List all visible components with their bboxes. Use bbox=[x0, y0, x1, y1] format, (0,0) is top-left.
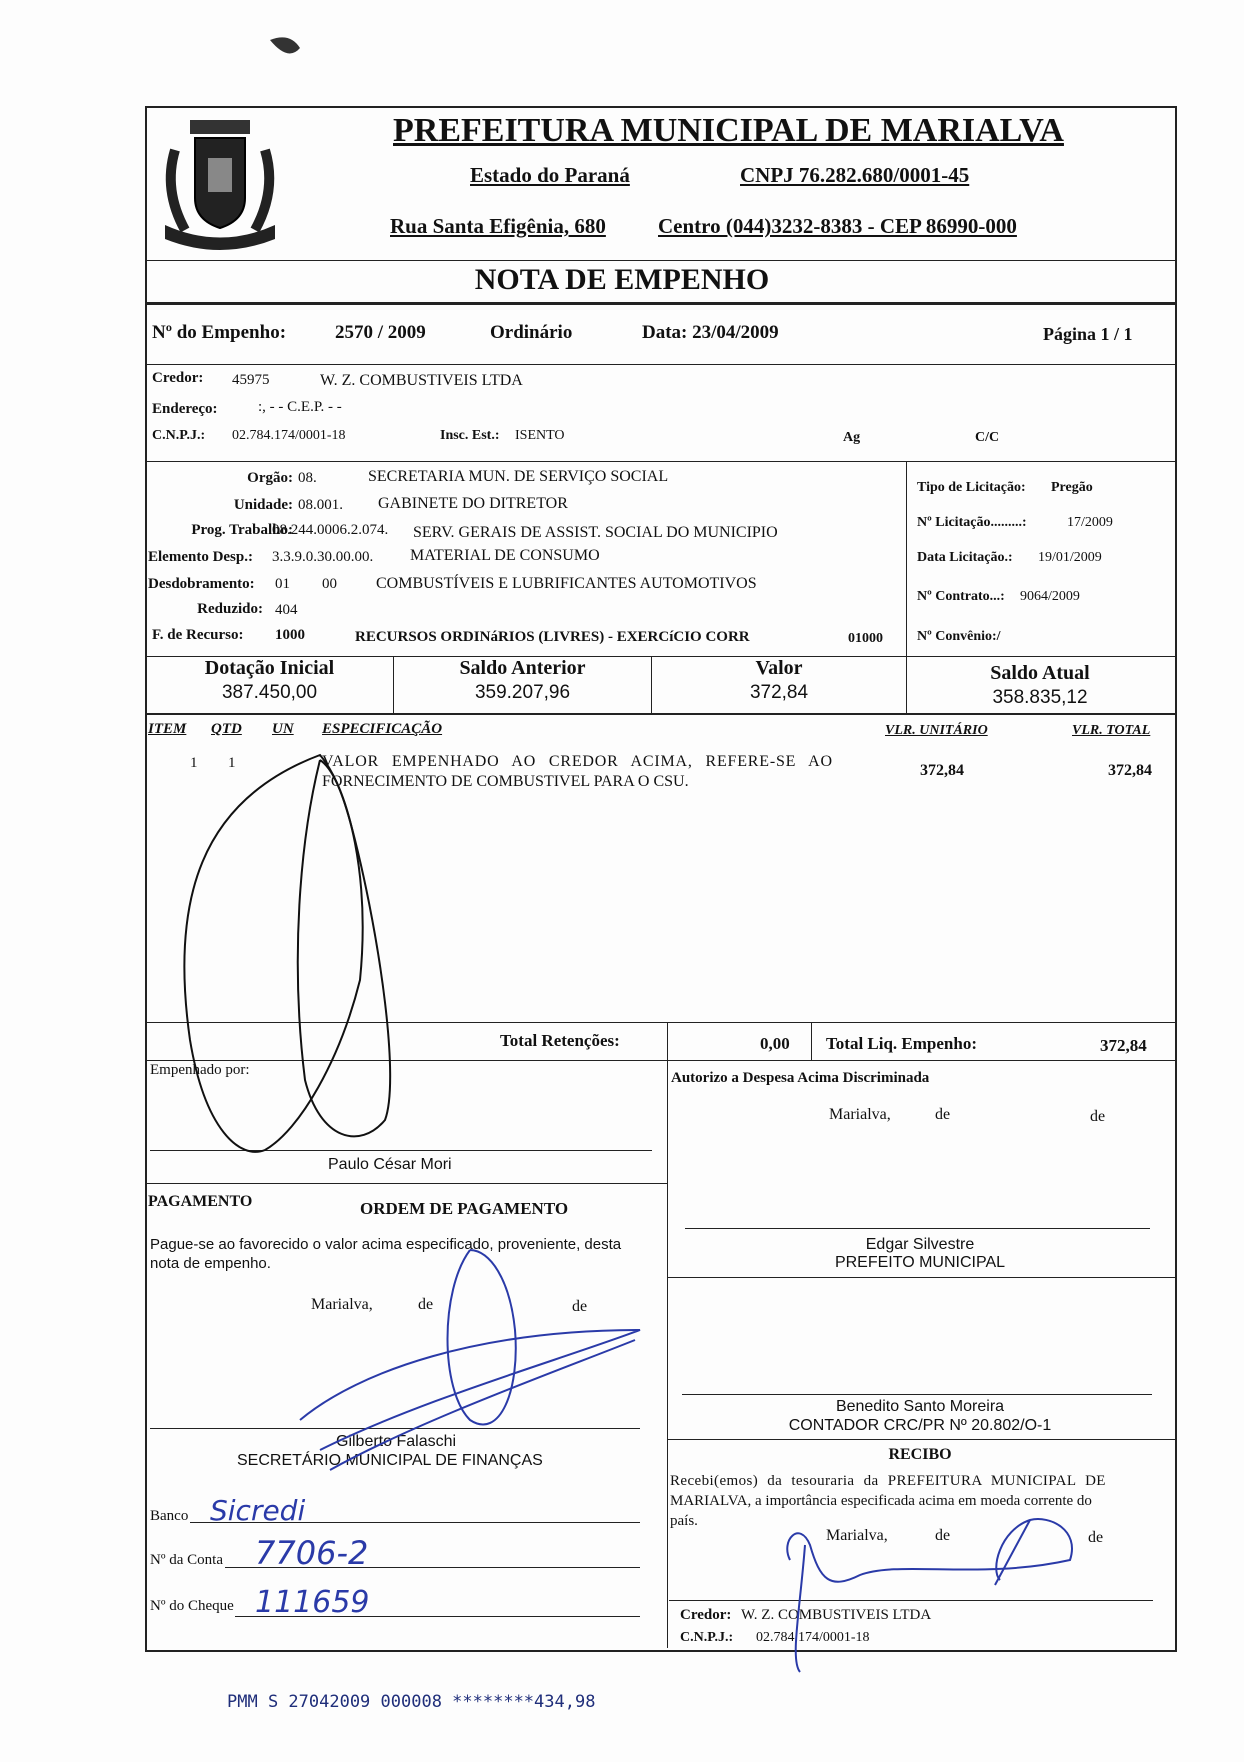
divider bbox=[145, 1060, 1175, 1061]
licitacao-data-label: Data Licitação.: bbox=[917, 550, 1013, 565]
orgao-name: SECRETARIA MUN. DE SERVIÇO SOCIAL bbox=[368, 468, 669, 485]
desdob-label: Desdobramento: bbox=[148, 576, 255, 592]
credor-cnpj: 02.784.174/0001-18 bbox=[232, 428, 346, 443]
address-label: Endereço: bbox=[152, 401, 218, 417]
autorizo-de2: de bbox=[1090, 1108, 1106, 1125]
recibo-text1: Recebi(emos) da tesouraria da PREFEITURA MUNICIPAL DE bbox=[670, 1473, 1106, 1489]
pagamento-de2: de bbox=[572, 1298, 588, 1315]
atual-value: 358.835,12 bbox=[992, 687, 1088, 708]
col-spec: ESPECIFICAÇÃO bbox=[322, 721, 443, 737]
item-total-value: 372,84 bbox=[1108, 762, 1152, 779]
elemento-label: Elemento Desp.: bbox=[148, 549, 253, 565]
empenho-date: Data: 23/04/2009 bbox=[642, 322, 779, 343]
contact-header: Centro (044)3232-8383 - CEP 86990-000 bbox=[658, 214, 1017, 238]
contador-name: Benedito Santo Moreira bbox=[835, 1398, 1005, 1415]
atual-label: Saldo Atual bbox=[990, 662, 1090, 684]
recurso-number: 01000 bbox=[848, 631, 883, 646]
divider bbox=[145, 364, 1175, 365]
dotacao-value: 387.450,00 bbox=[221, 682, 318, 703]
reduzido-label: Reduzido: bbox=[197, 601, 263, 617]
col-un: UN bbox=[272, 721, 294, 737]
state-name: Estado do Paraná bbox=[470, 163, 630, 187]
anterior-label: Saldo Anterior bbox=[459, 657, 586, 679]
divider bbox=[145, 260, 1175, 261]
elemento-name: MATERIAL DE CONSUMO bbox=[410, 547, 600, 564]
pagamento-de1: de bbox=[418, 1296, 434, 1313]
tipo-licitacao: Pregão bbox=[1051, 480, 1093, 495]
unidade-label: Unidade: bbox=[233, 497, 293, 513]
pagamento-text1: Pague-se ao favorecido o valor acima especificado, proveniente, desta bbox=[150, 1236, 622, 1253]
ag-label: Ag bbox=[843, 430, 861, 445]
cnpj-label: C.N.P.J.: bbox=[152, 428, 206, 443]
col-unit: VLR. UNITÁRIO bbox=[885, 723, 988, 738]
anterior-value: 359.207,96 bbox=[474, 682, 571, 703]
divider bbox=[906, 461, 907, 656]
recibo-text2: MARIALVA, a importância especificada acima em moeda corrente do bbox=[670, 1493, 1092, 1509]
desdob-a: 01 bbox=[275, 576, 290, 592]
convenio-label: Nº Convênio:/ bbox=[917, 629, 1001, 644]
orgao-code: 08. bbox=[298, 470, 317, 486]
insc-value: ISENTO bbox=[515, 428, 565, 443]
recibo-credor: W. Z. COMBUSTIVEIS LTDA bbox=[741, 1607, 932, 1623]
licitacao-num-label: Nº Licitação.........: bbox=[917, 515, 1027, 530]
retencoes-label: Total Retenções: bbox=[500, 1031, 620, 1050]
credor-label: Credor: bbox=[152, 370, 204, 386]
ordem-title: ORDEM DE PAGAMENTO bbox=[360, 1199, 569, 1218]
recurso-label: F. de Recurso: bbox=[152, 627, 244, 643]
pagamento-city: Marialva, bbox=[311, 1296, 373, 1313]
prog-label: Prog. Trabalho: bbox=[191, 522, 293, 538]
reduzido-value: 404 bbox=[275, 602, 298, 618]
divider bbox=[667, 1277, 1175, 1278]
liquido-label: Total Liq. Empenho: bbox=[826, 1034, 977, 1053]
empenhado-name: Paulo César Mori bbox=[328, 1156, 452, 1173]
divider bbox=[667, 1439, 1175, 1440]
signature-line bbox=[150, 1150, 652, 1151]
divider bbox=[811, 1022, 812, 1060]
divider bbox=[145, 1183, 667, 1184]
item-spec-line2: FORNECIMENTO DE COMBUSTIVEL PARA O CSU. bbox=[322, 773, 689, 790]
credor-code: 45975 bbox=[232, 372, 270, 388]
pagamento-title: PAGAMENTO bbox=[148, 1193, 253, 1210]
col-qtd: QTD bbox=[211, 721, 242, 737]
prog-name: SERV. GERAIS DE ASSIST. SOCIAL DO MUNICIPIO bbox=[413, 524, 778, 541]
unidade-name: GABINETE DO DITRETOR bbox=[378, 495, 568, 512]
contrato-value: 9064/2009 bbox=[1020, 589, 1080, 604]
cc-label: C/C bbox=[975, 430, 1000, 445]
pagamento-text2: nota de empenho. bbox=[150, 1255, 271, 1272]
credor-address: :, - - C.E.P. - - bbox=[258, 399, 342, 415]
recibo-title: RECIBO bbox=[888, 1446, 952, 1463]
address-header: Rua Santa Efigênia, 680 bbox=[390, 214, 606, 238]
dotacao-label: Dotação Inicial bbox=[204, 657, 335, 679]
recibo-text3: país. bbox=[670, 1513, 698, 1529]
prefeito-role: PREFEITO MUNICIPAL bbox=[834, 1254, 1006, 1271]
conta-value: 7706-2 bbox=[255, 1534, 369, 1572]
item-spec-line1: VALOR EMPENHADO AO CREDOR ACIMA, REFERE-SE AO bbox=[322, 753, 833, 770]
empenhado-label: Empenhado por: bbox=[150, 1062, 250, 1078]
banco-value: Sicredi bbox=[210, 1494, 306, 1527]
divider bbox=[145, 713, 1175, 715]
liquido-value: 372,84 bbox=[1100, 1036, 1147, 1055]
banco-label: Banco bbox=[150, 1508, 189, 1524]
conta-label: Nº da Conta bbox=[150, 1552, 223, 1568]
desdob-name: COMBUSTÍVEIS E LUBRIFICANTES AUTOMOTIVOS bbox=[376, 575, 757, 592]
item-number: 1 bbox=[190, 755, 198, 771]
validation-stamp: PMM S 27042009 000008 ********434,98 bbox=[227, 1692, 596, 1712]
contrato-label: Nº Contrato...: bbox=[917, 589, 1005, 604]
signature-line bbox=[685, 1228, 1150, 1229]
licitacao-data: 19/01/2009 bbox=[1038, 550, 1102, 565]
recibo-de1: de bbox=[935, 1527, 951, 1544]
document-title: NOTA DE EMPENHO bbox=[474, 263, 770, 296]
elemento-code: 3.3.9.0.30.00.00. bbox=[272, 549, 374, 565]
recibo-de2: de bbox=[1088, 1529, 1104, 1546]
recurso-name: RECURSOS ORDINáRIOS (LIVRES) - EXERCíCIO CORR bbox=[355, 629, 750, 645]
empenho-type: Ordinário bbox=[490, 322, 573, 343]
recibo-cnpj-label: C.N.P.J.: bbox=[680, 1630, 734, 1645]
licitacao-num: 17/2009 bbox=[1067, 515, 1113, 530]
cheque-value: 111659 bbox=[255, 1585, 370, 1620]
retencoes-value: 0,00 bbox=[760, 1034, 790, 1053]
desdob-b: 00 bbox=[322, 576, 337, 592]
financas-name: Gilberto Falaschi bbox=[336, 1433, 457, 1450]
page-number: Página 1 / 1 bbox=[1043, 324, 1133, 344]
credor-name: W. Z. COMBUSTIVEIS LTDA bbox=[320, 372, 523, 389]
insc-label: Insc. Est.: bbox=[440, 428, 500, 443]
signature-line bbox=[682, 1394, 1152, 1395]
recurso-code: 1000 bbox=[275, 627, 305, 643]
financas-role: SECRETÁRIO MUNICIPAL DE FINANÇAS bbox=[237, 1452, 543, 1469]
page-title: PREFEITURA MUNICIPAL DE MARIALVA bbox=[393, 112, 1064, 149]
cnpj-header: CNPJ 76.282.680/0001-45 bbox=[740, 163, 970, 187]
prog-code: 08.244.0006.2.074. bbox=[272, 522, 389, 538]
col-total: VLR. TOTAL bbox=[1072, 723, 1151, 738]
signature-line bbox=[150, 1428, 640, 1429]
empenho-number: 2570 / 2009 bbox=[335, 322, 426, 343]
recibo-city: Marialva, bbox=[826, 1527, 888, 1544]
divider bbox=[667, 1022, 668, 1060]
recibo-cnpj: 02.784.174/0001-18 bbox=[756, 1630, 870, 1645]
divider bbox=[145, 302, 1175, 305]
prefeito-name: Edgar Silvestre bbox=[865, 1236, 975, 1253]
recibo-credor-label: Credor: bbox=[680, 1607, 732, 1623]
item-qtd: 1 bbox=[228, 755, 236, 771]
contador-role: CONTADOR CRC/PR Nº 20.802/O-1 bbox=[788, 1417, 1052, 1434]
item-unit-value: 372,84 bbox=[920, 762, 964, 779]
cheque-label: Nº do Cheque bbox=[150, 1598, 234, 1614]
empenho-label: Nº do Empenho: bbox=[152, 322, 287, 343]
coat-of-arms-icon bbox=[150, 110, 300, 255]
divider bbox=[667, 1060, 668, 1648]
orgao-label: Orgão: bbox=[247, 470, 293, 486]
divider bbox=[145, 1022, 1175, 1023]
col-item: ITEM bbox=[148, 721, 187, 737]
autorizo-city: Marialva, bbox=[829, 1106, 891, 1123]
unidade-code: 08.001. bbox=[298, 497, 343, 513]
valor-value: 372,84 bbox=[749, 682, 809, 703]
divider bbox=[145, 461, 1175, 462]
autorizo-de1: de bbox=[935, 1106, 951, 1123]
tipo-licitacao-label: Tipo de Licitação: bbox=[917, 480, 1026, 495]
valor-label: Valor bbox=[755, 657, 803, 679]
autorizo-title: Autorizo a Despesa Acima Discriminada bbox=[671, 1070, 930, 1086]
signature-line bbox=[669, 1600, 1153, 1601]
